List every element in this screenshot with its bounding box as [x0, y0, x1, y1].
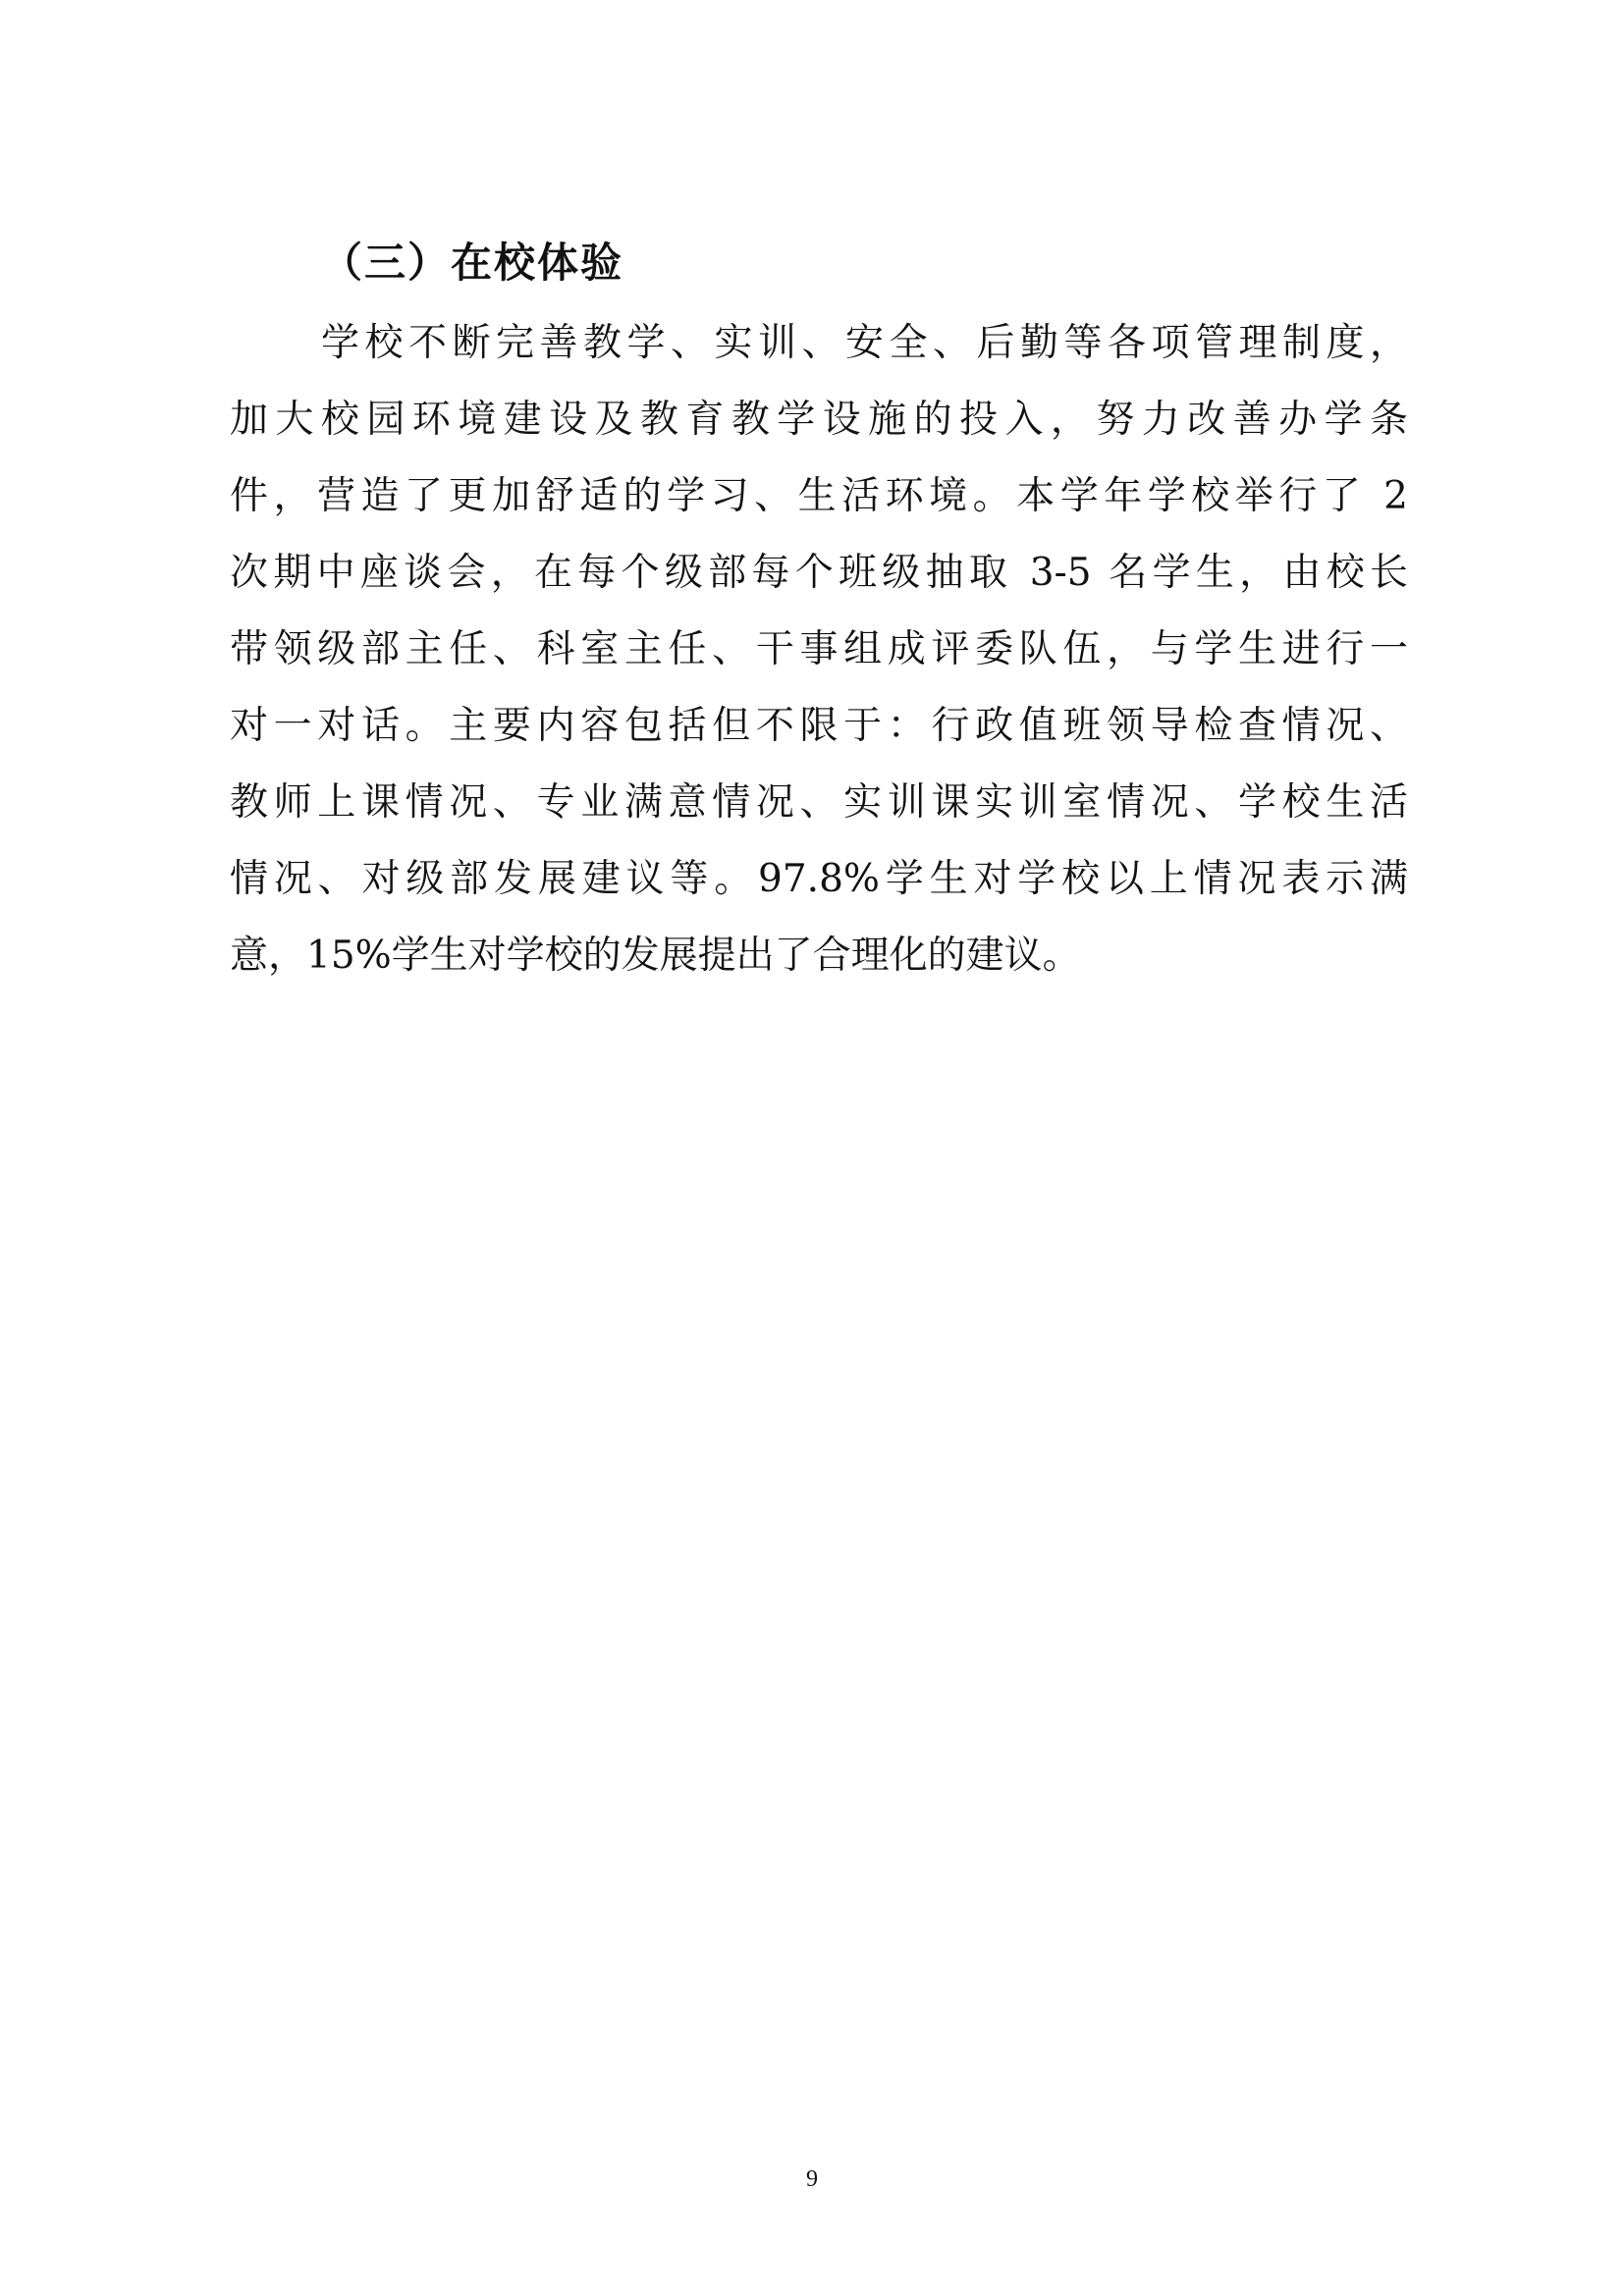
- paragraph-line: 件，营造了更加舒适的学习、生活环境。本学年学校举行了 2: [230, 474, 1408, 518]
- paragraph-line: 教师上课情况、专业满意情况、实训课实训室情况、学校生活: [230, 780, 1408, 825]
- page-number: 9: [806, 2166, 818, 2192]
- paragraph-line: 对一对话。主要内容包括但不限于：行政值班领导检查情况、: [230, 704, 1408, 748]
- paragraph-line: 次期中座谈会，在每个级部每个班级抽取 3-5 名学生，由校长: [230, 551, 1408, 595]
- paragraph-line: 学校不断完善教学、实训、安全、后勤等各项管理制度，: [321, 321, 1408, 365]
- paragraph-line: 加大校园环境建设及教育教学设施的投入，努力改善办学条: [230, 398, 1408, 442]
- paragraph-line: 带领级部主任、科室主任、干事组成评委队伍，与学生进行一: [230, 627, 1408, 671]
- section-heading: （三）在校体验: [321, 239, 624, 287]
- paragraph-line: 情况、对级部发展建议等。97.8%学生对学校以上情况表示满: [230, 857, 1408, 901]
- paragraph-line: 意，15%学生对学校的发展提出了合理化的建议。: [230, 934, 1081, 978]
